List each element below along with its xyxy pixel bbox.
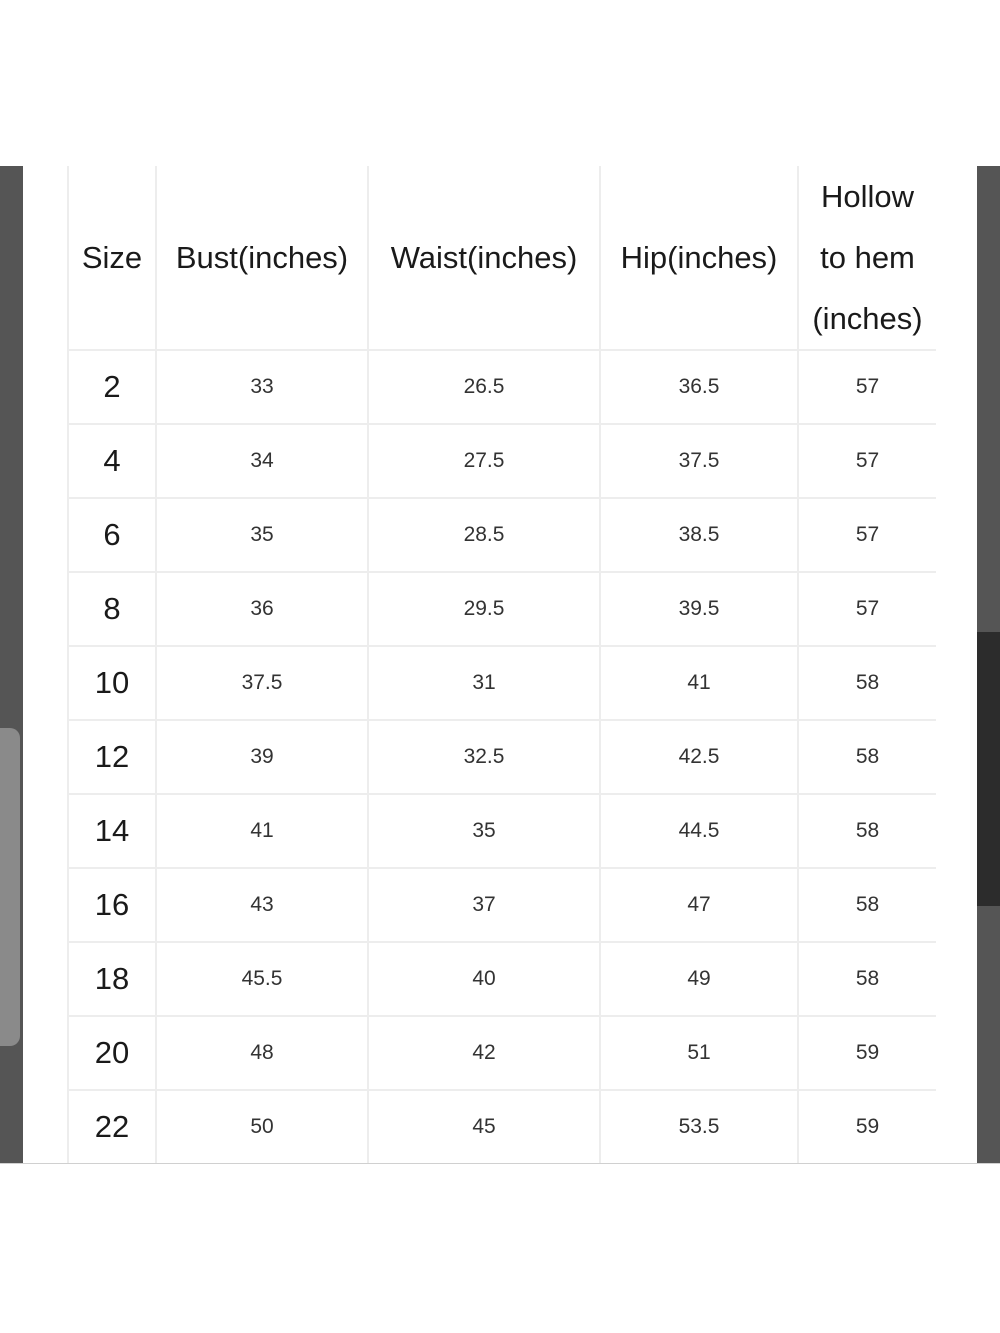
header-hip: Hip(inches) [600, 166, 798, 350]
cell-size: 8 [68, 572, 156, 646]
header-hollow-line-1: Hollow [820, 179, 915, 214]
cell-bust: 50 [156, 1090, 368, 1163]
table-row [68, 794, 936, 868]
cell-hip: 38.5 [600, 498, 798, 572]
cell-hip: 49 [600, 942, 798, 1016]
cell-waist: 29.5 [368, 572, 600, 646]
cell-hollow-to-hem: 59 [798, 1016, 936, 1090]
cell-hip: 37.5 [600, 424, 798, 498]
cell-size: 10 [68, 646, 156, 720]
cell-bust: 45.5 [156, 942, 368, 1016]
cell-waist: 27.5 [368, 424, 600, 498]
cell-hollow-to-hem: 58 [798, 942, 936, 1016]
table-header-row [68, 166, 936, 350]
table-row [68, 720, 936, 794]
cell-hollow-to-hem: 58 [798, 646, 936, 720]
cell-size: 4 [68, 424, 156, 498]
table-row [68, 868, 936, 942]
header-hollow-to-hem [798, 166, 936, 350]
cell-hollow-to-hem: 57 [798, 424, 936, 498]
left-scroll-tab[interactable] [0, 728, 20, 1046]
cell-bust: 33 [156, 350, 368, 424]
cell-waist: 35 [368, 794, 600, 868]
cell-bust: 34 [156, 424, 368, 498]
cell-bust: 35 [156, 498, 368, 572]
table-row [68, 350, 936, 424]
header-hollow-line-3: (inches) [812, 301, 923, 336]
cell-size: 6 [68, 498, 156, 572]
cell-bust: 39 [156, 720, 368, 794]
cell-size: 14 [68, 794, 156, 868]
cell-waist: 28.5 [368, 498, 600, 572]
cell-waist: 26.5 [368, 350, 600, 424]
cell-waist: 31 [368, 646, 600, 720]
cell-waist: 32.5 [368, 720, 600, 794]
cell-size: 16 [68, 868, 156, 942]
cell-hollow-to-hem: 57 [798, 572, 936, 646]
cell-size: 22 [68, 1090, 156, 1163]
cell-bust: 43 [156, 868, 368, 942]
cell-hollow-to-hem: 58 [798, 794, 936, 868]
cell-size: 20 [68, 1016, 156, 1090]
cell-size: 18 [68, 942, 156, 1016]
cell-bust: 37.5 [156, 646, 368, 720]
table-row [68, 942, 936, 1016]
cell-hip: 39.5 [600, 572, 798, 646]
cell-hollow-to-hem: 59 [798, 1090, 936, 1163]
cell-size: 2 [68, 350, 156, 424]
table-row [68, 572, 936, 646]
cell-hip: 51 [600, 1016, 798, 1090]
header-waist: Waist(inches) [368, 166, 600, 350]
cell-waist: 42 [368, 1016, 600, 1090]
cell-size: 12 [68, 720, 156, 794]
cell-waist: 40 [368, 942, 600, 1016]
cell-hollow-to-hem: 58 [798, 868, 936, 942]
header-bust: Bust(inches) [156, 166, 368, 350]
cell-waist: 45 [368, 1090, 600, 1163]
cell-hip: 36.5 [600, 350, 798, 424]
header-size: Size [68, 166, 156, 350]
cell-hip: 41 [600, 646, 798, 720]
header-hollow-line-2: to hem [820, 240, 915, 275]
table-row [68, 646, 936, 720]
table-row [68, 1090, 936, 1163]
cell-bust: 36 [156, 572, 368, 646]
cell-hip: 42.5 [600, 720, 798, 794]
cell-hip: 44.5 [600, 794, 798, 868]
right-scrollbar-thumb[interactable] [977, 632, 1000, 906]
cell-waist: 37 [368, 868, 600, 942]
table-row [68, 424, 936, 498]
size-chart-panel [23, 166, 977, 1163]
cell-hollow-to-hem: 57 [798, 350, 936, 424]
cell-hollow-to-hem: 57 [798, 498, 936, 572]
cell-bust: 41 [156, 794, 368, 868]
table-row [68, 498, 936, 572]
cell-bust: 48 [156, 1016, 368, 1090]
cell-hip: 47 [600, 868, 798, 942]
size-chart-table [67, 166, 936, 1163]
table-row [68, 1016, 936, 1090]
bottom-edge [0, 1163, 1000, 1164]
cell-hollow-to-hem: 58 [798, 720, 936, 794]
cell-hip: 53.5 [600, 1090, 798, 1163]
